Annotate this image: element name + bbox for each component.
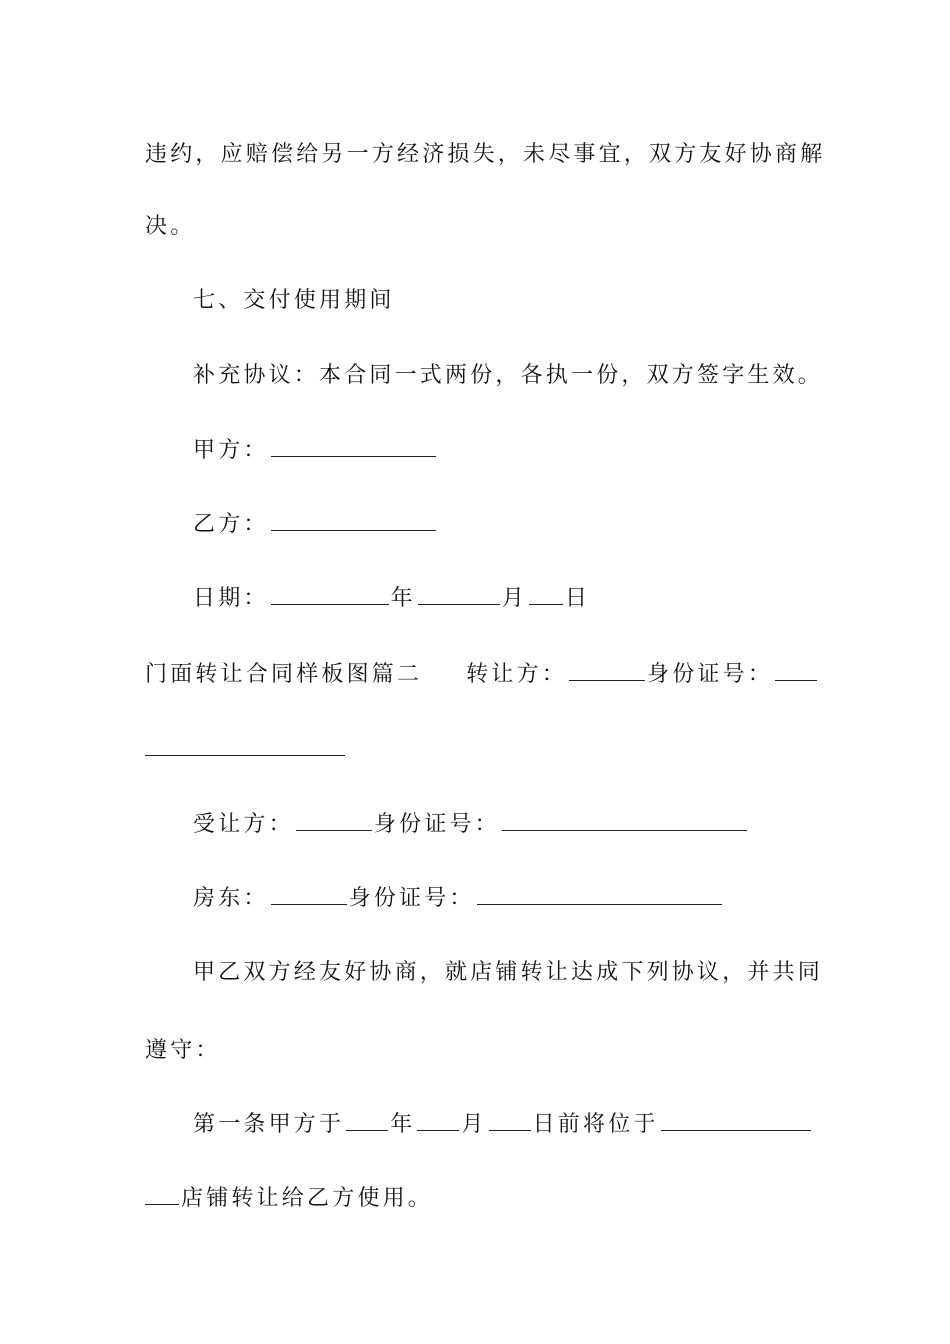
party-a-signature-line	[193, 436, 858, 466]
landlord-blank	[271, 886, 347, 905]
article-1-year-label: 年	[390, 1112, 416, 1137]
transferor-id-blank-end	[145, 737, 345, 756]
date-year-label: 年	[390, 586, 416, 611]
supplementary-clause: 补充协议：本合同一式两份，各执一份，双方签字生效。	[193, 363, 824, 388]
section-2-header-line	[145, 660, 810, 690]
transferee-id-blank	[502, 812, 747, 831]
party-a-blank	[271, 438, 436, 457]
article-1-day-blank	[489, 1112, 531, 1131]
agreement-paragraph-line: 遵守：	[145, 1038, 221, 1063]
date-label: 日期：	[193, 586, 269, 611]
article-1-suffix: 店铺转让给乙方使用。	[181, 1186, 434, 1211]
paragraph-line: 违约，应赔偿给另一方经济损失，未尽事宜，双方友好协商解	[145, 142, 826, 167]
date-year-blank	[271, 586, 389, 605]
landlord-id-label: 身份证号：	[348, 886, 475, 911]
landlord-line	[193, 884, 858, 914]
article-1-day-text: 日前将位于	[532, 1112, 659, 1137]
transferor-id-continuation	[145, 735, 810, 765]
date-day-label: 日	[565, 586, 591, 611]
transferor-label: 转让方：	[466, 662, 568, 687]
transferor-id-blank-start	[775, 662, 817, 681]
party-b-signature-line	[193, 510, 858, 540]
section-heading: 七、交付使用期间	[193, 288, 395, 313]
party-b-label: 乙方：	[193, 512, 269, 537]
paragraph-line: 决。	[145, 214, 196, 239]
date-line	[193, 584, 858, 614]
transferee-blank	[296, 812, 372, 831]
agreement-paragraph-line: 甲乙双方经友好协商，就店铺转让达成下列协议，并共同	[193, 960, 824, 985]
article-1-prefix: 第一条甲方于	[193, 1112, 345, 1137]
article-1-continuation	[145, 1184, 810, 1214]
landlord-id-blank	[477, 886, 722, 905]
transferee-line	[193, 810, 858, 840]
article-1-location-blank-start	[661, 1112, 811, 1131]
party-a-label: 甲方：	[193, 438, 269, 463]
article-1-month-blank	[417, 1112, 459, 1131]
section-2-title: 门面转让合同样板图篇二	[145, 662, 423, 687]
article-1-month-label: 月	[461, 1112, 487, 1137]
article-1-line	[193, 1110, 858, 1140]
transferor-id-label: 身份证号：	[647, 662, 774, 687]
article-1-year-blank	[346, 1112, 388, 1131]
date-month-blank	[418, 586, 500, 605]
article-1-location-blank-end	[145, 1186, 179, 1205]
party-b-blank	[271, 512, 436, 531]
transferor-blank	[569, 662, 645, 681]
transferee-id-label: 身份证号：	[373, 812, 500, 837]
date-month-label: 月	[501, 586, 528, 611]
date-day-blank	[529, 586, 563, 605]
landlord-label: 房东：	[193, 886, 269, 911]
transferee-label: 受让方：	[193, 812, 294, 837]
